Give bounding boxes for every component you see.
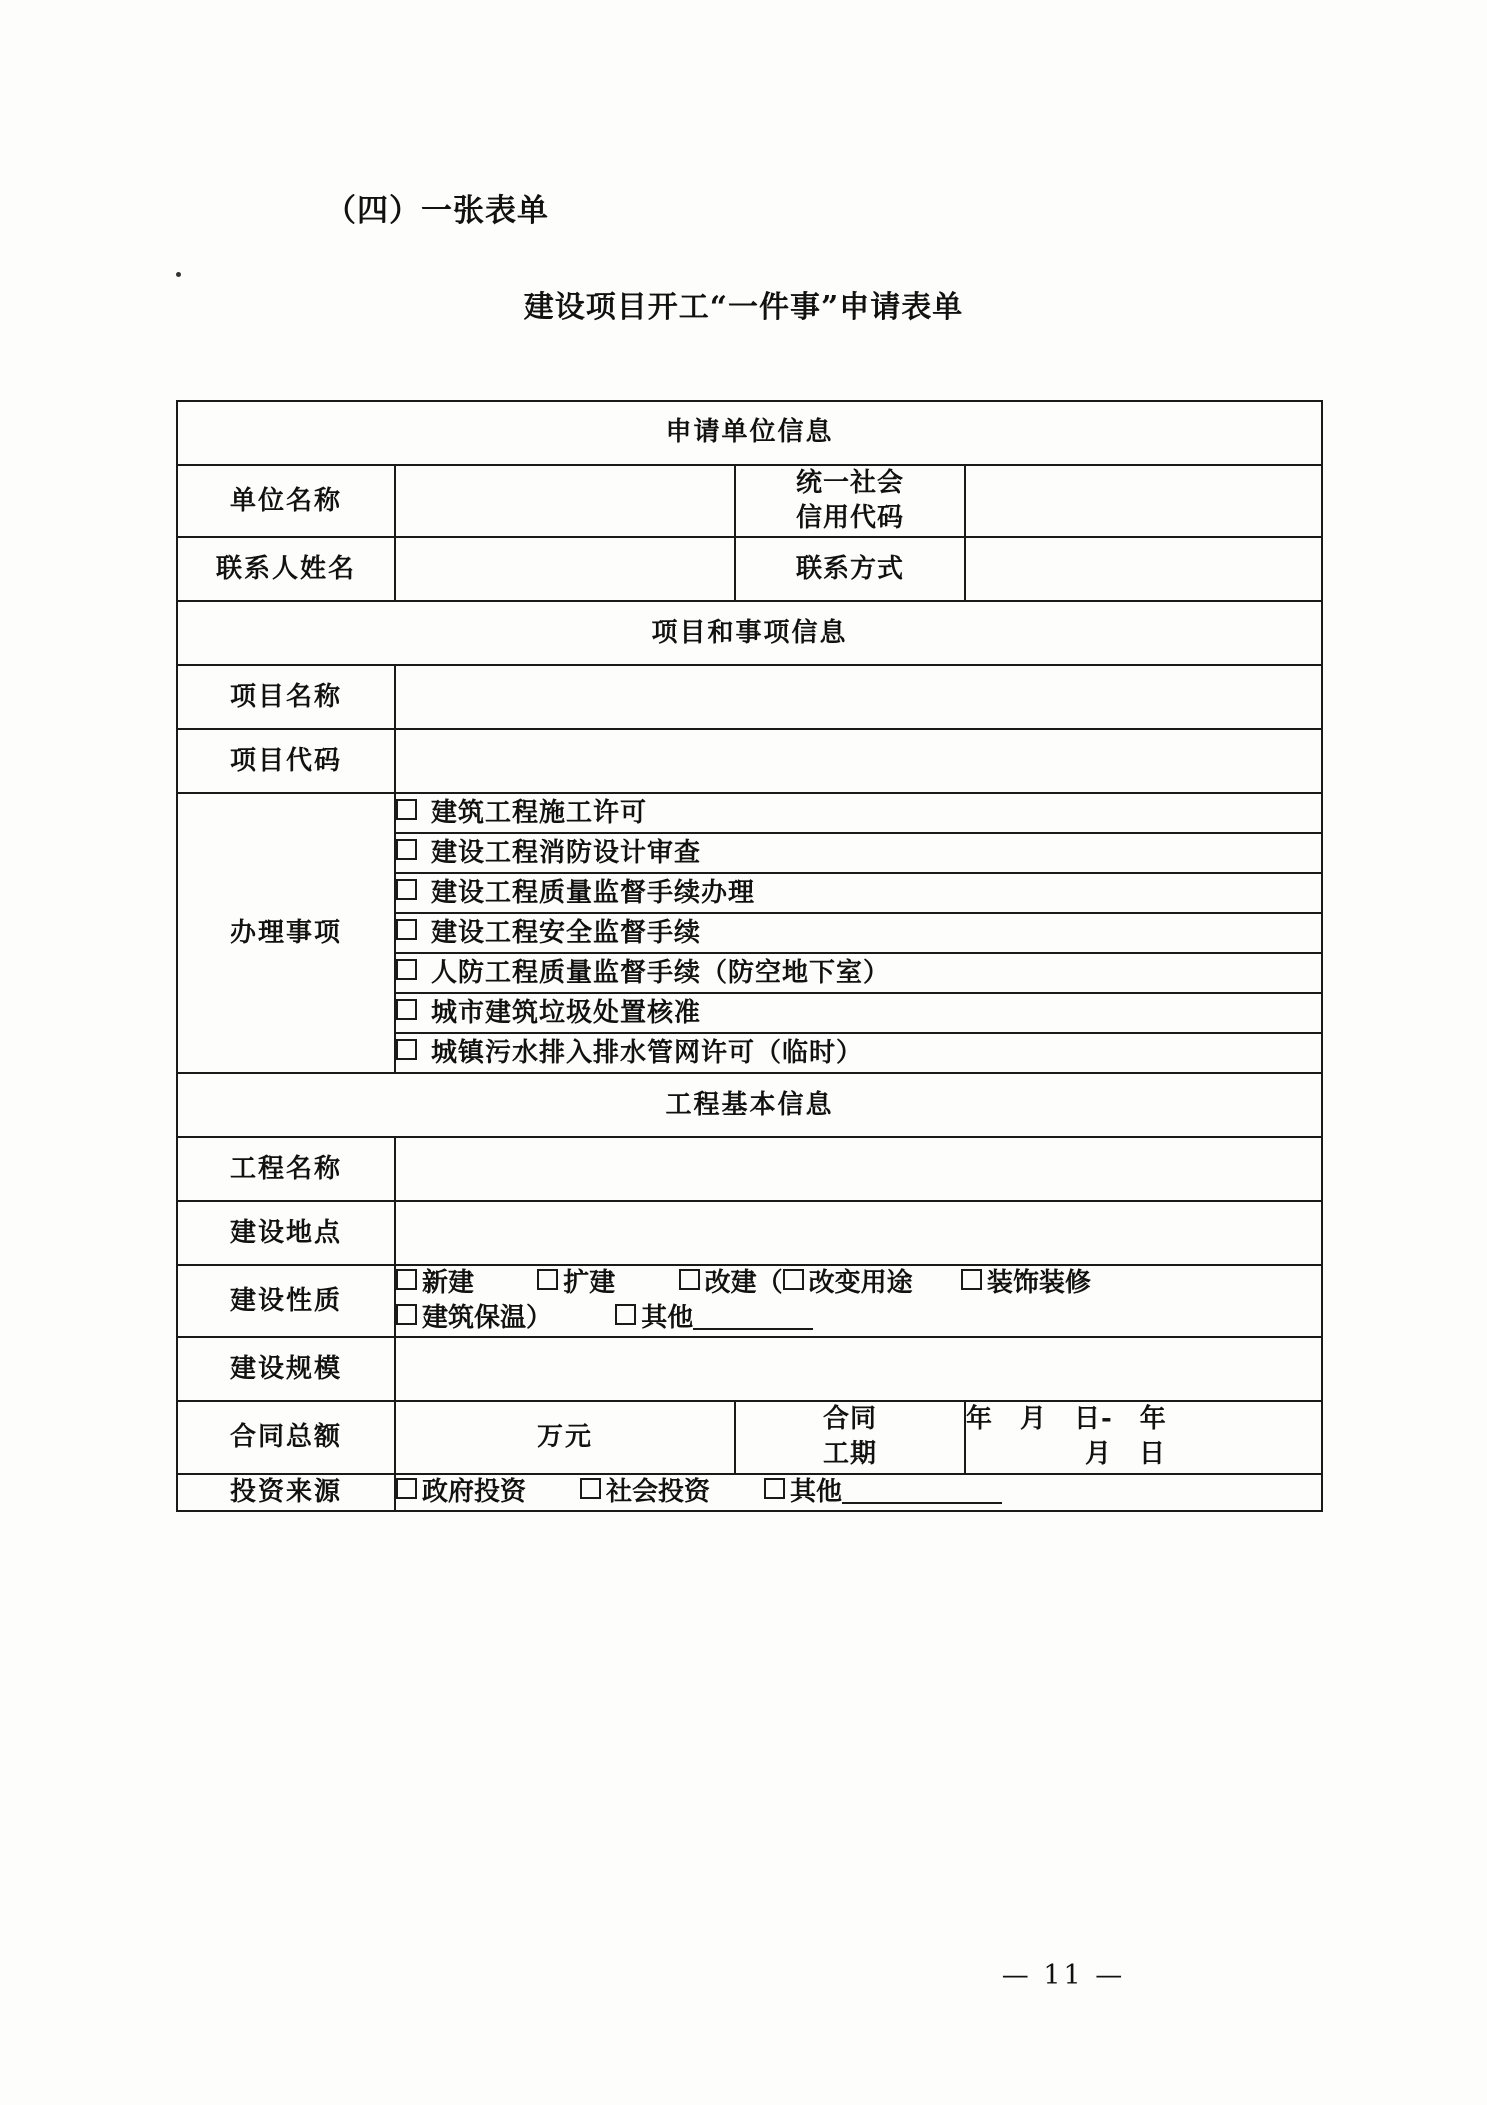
field-construction-scale[interactable]: [395, 1337, 1322, 1401]
nature-option-3: 改变用途: [808, 1268, 913, 1299]
stray-ink-dot: [176, 272, 181, 277]
checkbox-icon[interactable]: [961, 1269, 982, 1290]
table-row: [177, 1474, 1322, 1511]
label-credit-code: [735, 465, 965, 537]
table-row: [177, 793, 1322, 833]
investment-option-0[interactable]: [396, 1475, 526, 1510]
nature-option-4: 装饰装修: [986, 1268, 1091, 1299]
table-row: [177, 1137, 1322, 1201]
investment-option-label: 政府投资: [422, 1476, 527, 1507]
checkbox-icon[interactable]: [537, 1269, 558, 1290]
nature-other-input[interactable]: [693, 1306, 813, 1330]
table-row: [177, 665, 1322, 729]
field-engineering-name[interactable]: [395, 1137, 1322, 1201]
checkbox-icon[interactable]: [396, 919, 417, 940]
label-contact-name: 联系人姓名: [177, 537, 395, 601]
nature-option-0: 新建: [422, 1268, 475, 1299]
label-credit-code-line1: 统一社会: [795, 468, 904, 498]
page-title: 建设项目开工“一件事”申请表单: [523, 290, 964, 325]
investment-other-input[interactable]: [842, 1480, 1002, 1504]
label-unit-name: 单位名称: [177, 465, 395, 537]
page-number: — 11 —: [1001, 1960, 1126, 1991]
label-contract-duration-line1: 合同: [822, 1404, 877, 1435]
field-project-code[interactable]: [395, 729, 1322, 793]
field-investment-source[interactable]: [395, 1474, 1322, 1511]
field-contact-name[interactable]: [395, 537, 735, 601]
field-construction-nature[interactable]: [395, 1265, 1322, 1337]
matter-item-label: 城镇污水排入排水管网许可（临时）: [431, 1037, 864, 1068]
nature-option-6: 其他: [641, 1303, 694, 1334]
checkbox-icon[interactable]: [764, 1478, 785, 1499]
matter-item-label: 建筑工程施工许可: [431, 797, 648, 828]
investment-option-label: 其他: [790, 1476, 843, 1507]
band-applicant-info: 申请单位信息: [177, 401, 1322, 465]
checkbox-icon[interactable]: [580, 1478, 601, 1499]
matter-item-4[interactable]: [395, 953, 1322, 993]
checkbox-icon[interactable]: [396, 1304, 417, 1325]
label-contract-total: 合同总额: [177, 1401, 395, 1473]
duration-line2: 月 日: [1085, 1439, 1167, 1470]
label-project-code: 项目代码: [177, 729, 395, 793]
table-row: [177, 537, 1322, 601]
label-investment-source: 投资来源: [177, 1474, 395, 1511]
matter-item-5[interactable]: [395, 993, 1322, 1033]
label-credit-code-line2: 信用代码: [795, 503, 904, 534]
label-contract-duration: [735, 1401, 965, 1473]
investment-option-2[interactable]: [764, 1477, 1002, 1507]
application-form-table: [176, 400, 1323, 1512]
matter-item-3[interactable]: [395, 913, 1322, 953]
checkbox-icon[interactable]: [396, 879, 417, 900]
table-row: [177, 1265, 1322, 1337]
matter-item-label: 城市建筑垃圾处置核准: [431, 997, 702, 1028]
nature-option-2: 改建（: [704, 1268, 783, 1299]
field-credit-code[interactable]: [965, 465, 1322, 537]
checkbox-icon[interactable]: [396, 999, 417, 1020]
matter-item-label: 建设工程安全监督手续: [431, 917, 702, 948]
field-contact-way[interactable]: [965, 537, 1322, 601]
table-row: [177, 1401, 1322, 1473]
table-row: [177, 601, 1322, 665]
matter-item-label: 建设工程消防设计审查: [431, 837, 702, 868]
band-engineering-info: 工程基本信息: [177, 1073, 1322, 1137]
checkbox-icon[interactable]: [615, 1304, 636, 1325]
label-matters: 办理事项: [177, 793, 395, 1073]
duration-line1: 年 月 日- 年: [966, 1404, 1167, 1435]
band-project-info: 项目和事项信息: [177, 601, 1322, 665]
table-row: [177, 1201, 1322, 1265]
section-label: （四）一张表单: [325, 193, 549, 229]
field-contract-amount[interactable]: 万元: [395, 1401, 735, 1473]
checkbox-icon[interactable]: [396, 1478, 417, 1499]
field-contract-duration[interactable]: [965, 1401, 1322, 1473]
table-row: [177, 401, 1322, 465]
table-row: [177, 1337, 1322, 1401]
table-row: [177, 729, 1322, 793]
matter-item-0[interactable]: [395, 793, 1322, 833]
matter-item-label: 人防工程质量监督手续（防空地下室）: [431, 957, 891, 988]
matter-item-1[interactable]: [395, 833, 1322, 873]
field-construction-site[interactable]: [395, 1201, 1322, 1265]
investment-option-label: 社会投资: [606, 1476, 711, 1507]
matter-item-2[interactable]: [395, 873, 1322, 913]
table-row: [177, 465, 1322, 537]
field-unit-name[interactable]: [395, 465, 735, 537]
label-project-name: 项目名称: [177, 665, 395, 729]
field-project-name[interactable]: [395, 665, 1322, 729]
label-contact-way: 联系方式: [735, 537, 965, 601]
matter-item-6[interactable]: [395, 1033, 1322, 1073]
investment-option-1[interactable]: [580, 1475, 710, 1510]
label-contract-duration-line2: 工期: [822, 1439, 877, 1470]
label-engineering-name: 工程名称: [177, 1137, 395, 1201]
checkbox-icon[interactable]: [396, 1039, 417, 1060]
label-construction-scale: 建设规模: [177, 1337, 395, 1401]
nature-option-1: 扩建: [563, 1268, 616, 1299]
checkbox-icon[interactable]: [396, 799, 417, 820]
label-construction-nature: 建设性质: [177, 1265, 395, 1337]
nature-option-5: 建筑保温）: [422, 1303, 553, 1334]
checkbox-icon[interactable]: [396, 839, 417, 860]
checkbox-icon[interactable]: [396, 1269, 417, 1290]
matter-item-label: 建设工程质量监督手续办理: [431, 877, 756, 908]
checkbox-icon[interactable]: [396, 959, 417, 980]
checkbox-icon[interactable]: [783, 1269, 804, 1290]
table-row: [177, 1073, 1322, 1137]
label-construction-site: 建设地点: [177, 1201, 395, 1265]
checkbox-icon[interactable]: [679, 1269, 700, 1290]
